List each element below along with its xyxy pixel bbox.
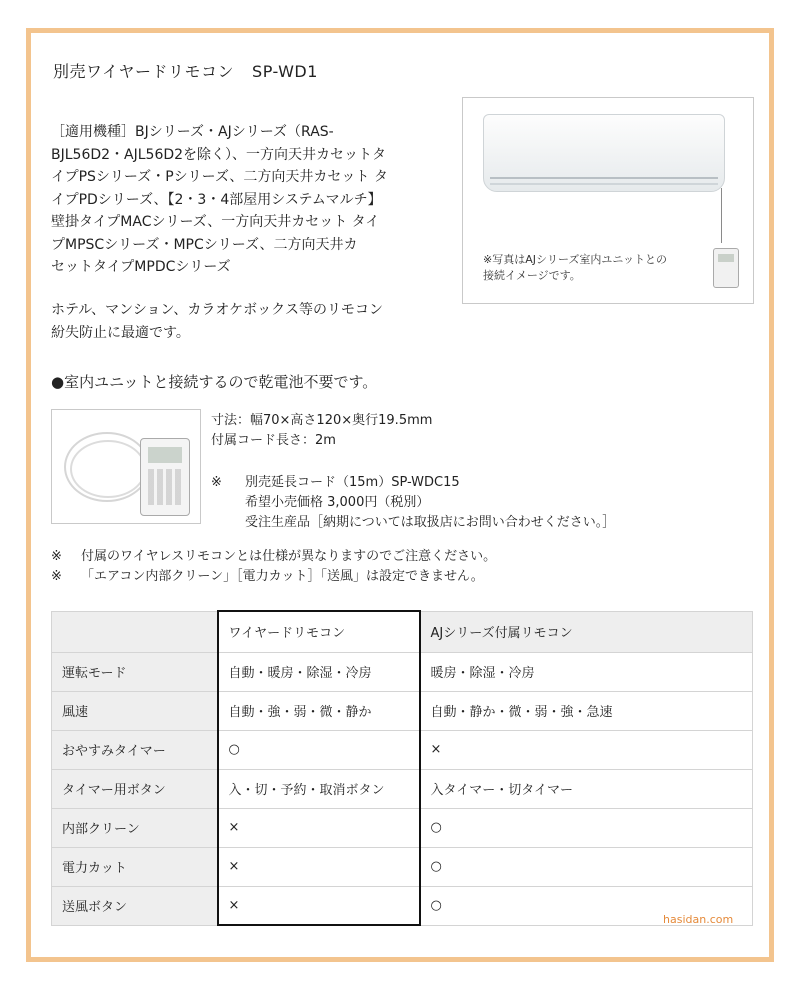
- extension-cord-model: 別売延長コード（15m）SP-WDC15: [245, 475, 460, 490]
- header-aj-remote: AJシリーズ付属リモコン: [420, 611, 753, 652]
- aj-value: ○: [420, 808, 753, 847]
- table-row: [52, 847, 753, 886]
- usage-line: ホテル、マンション、カラオケボックス等のリモコン: [51, 302, 384, 318]
- usage-line: 紛失防止に最適です。: [51, 324, 190, 341]
- product-name: 別売ワイヤードリモコン: [53, 62, 235, 81]
- connection-wire: [721, 188, 722, 243]
- intro-line: イプPSシリーズ・Pシリーズ、二方向天井カセット タ: [51, 169, 388, 185]
- wired-remote-image: [713, 248, 739, 288]
- aj-value: 入タイマー・切タイマー: [420, 769, 753, 808]
- aj-value: 自動・静か・微・弱・強・急速: [420, 691, 753, 730]
- spec-size: 寸法：幅70×高さ120×奥行19.5mm: [211, 413, 433, 428]
- header-blank: [52, 611, 218, 652]
- indoor-unit-photo: [462, 97, 754, 304]
- intro-line: セットタイプMPDCシリーズ: [51, 259, 231, 275]
- row-label: 運転モード: [52, 652, 218, 691]
- table-row: [52, 886, 753, 925]
- extension-cord-price: 希望小売価格 3,000円（税別）: [245, 495, 430, 510]
- aj-value: ○: [420, 886, 753, 925]
- remote-photo: [51, 409, 201, 524]
- row-label: 風速: [52, 691, 218, 730]
- table-row: [52, 808, 753, 847]
- table-row: [52, 730, 753, 769]
- wired-value: 入・切・予約・取消ボタン: [218, 769, 420, 808]
- air-conditioner-image: [483, 114, 725, 192]
- table-row: [52, 769, 753, 808]
- intro-line: 壁掛タイプMACシリーズ、一方向天井カセット タイ: [51, 214, 380, 230]
- comparison-table: [51, 610, 753, 926]
- aj-value: ×: [420, 730, 753, 769]
- remote-image: [140, 438, 190, 516]
- model-number: SP-WD1: [252, 62, 318, 81]
- wired-value: 自動・暖房・除湿・冷房: [218, 652, 420, 691]
- intro-line: イプPDシリーズ、【2・3・4部屋用システムマルチ】: [51, 191, 382, 208]
- page-title: [53, 59, 318, 82]
- wired-value: ×: [218, 886, 420, 925]
- extension-cord-order-note: 受注生産品［納期については取扱店にお問い合わせください。］: [245, 515, 616, 530]
- wired-value: 自動・強・弱・微・静か: [218, 691, 420, 730]
- intro-line: プMPSCシリーズ・MPCシリーズ、二方向天井カ: [51, 236, 358, 253]
- row-label: 電力カット: [52, 847, 218, 886]
- watermark: hasidan.com: [663, 913, 734, 926]
- table-row: [52, 691, 753, 730]
- table-row: [52, 652, 753, 691]
- aj-value: 暖房・除湿・冷房: [420, 652, 753, 691]
- caution-note: ※ 付属のワイヤレスリモコンとは仕様が異なりますのでご注意ください。: [51, 549, 497, 564]
- aj-value: ○: [420, 847, 753, 886]
- caution-note: ※ 「エアコン内部クリーン」［電力カット］「送風」は設定できません。: [51, 569, 484, 584]
- wired-value: ○: [218, 730, 420, 769]
- row-label: 送風ボタン: [52, 886, 218, 925]
- photo-caption: ※写真はAJシリーズ室内ユニットとの 接続イメージです。: [483, 253, 667, 282]
- row-label: 内部クリーン: [52, 808, 218, 847]
- note-mark: ※: [211, 475, 222, 490]
- row-label: タイマー用ボタン: [52, 769, 218, 808]
- wired-value: ×: [218, 808, 420, 847]
- table-header-row: [52, 611, 753, 652]
- content-frame: [26, 28, 774, 962]
- spec-cord-length: 付属コード長さ：2m: [211, 433, 336, 448]
- wired-value: ×: [218, 847, 420, 886]
- spec-list: [211, 411, 432, 451]
- header-wired-remote: ワイヤードリモコン: [218, 611, 420, 652]
- intro-line: ［適用機種］BJシリーズ・AJシリーズ（RAS-: [51, 124, 334, 140]
- intro-line: BJL56D2・AJL56D2を除く）、一方向天井カセットタ: [51, 146, 387, 163]
- caution-notes: [51, 547, 496, 587]
- row-label: おやすみタイマー: [52, 730, 218, 769]
- battery-note: ●室内ユニットと接続するので乾電池不要です。: [51, 373, 378, 391]
- extension-cord-note: [211, 473, 615, 533]
- usage-text: [51, 299, 451, 344]
- applicable-models-text: [51, 121, 451, 279]
